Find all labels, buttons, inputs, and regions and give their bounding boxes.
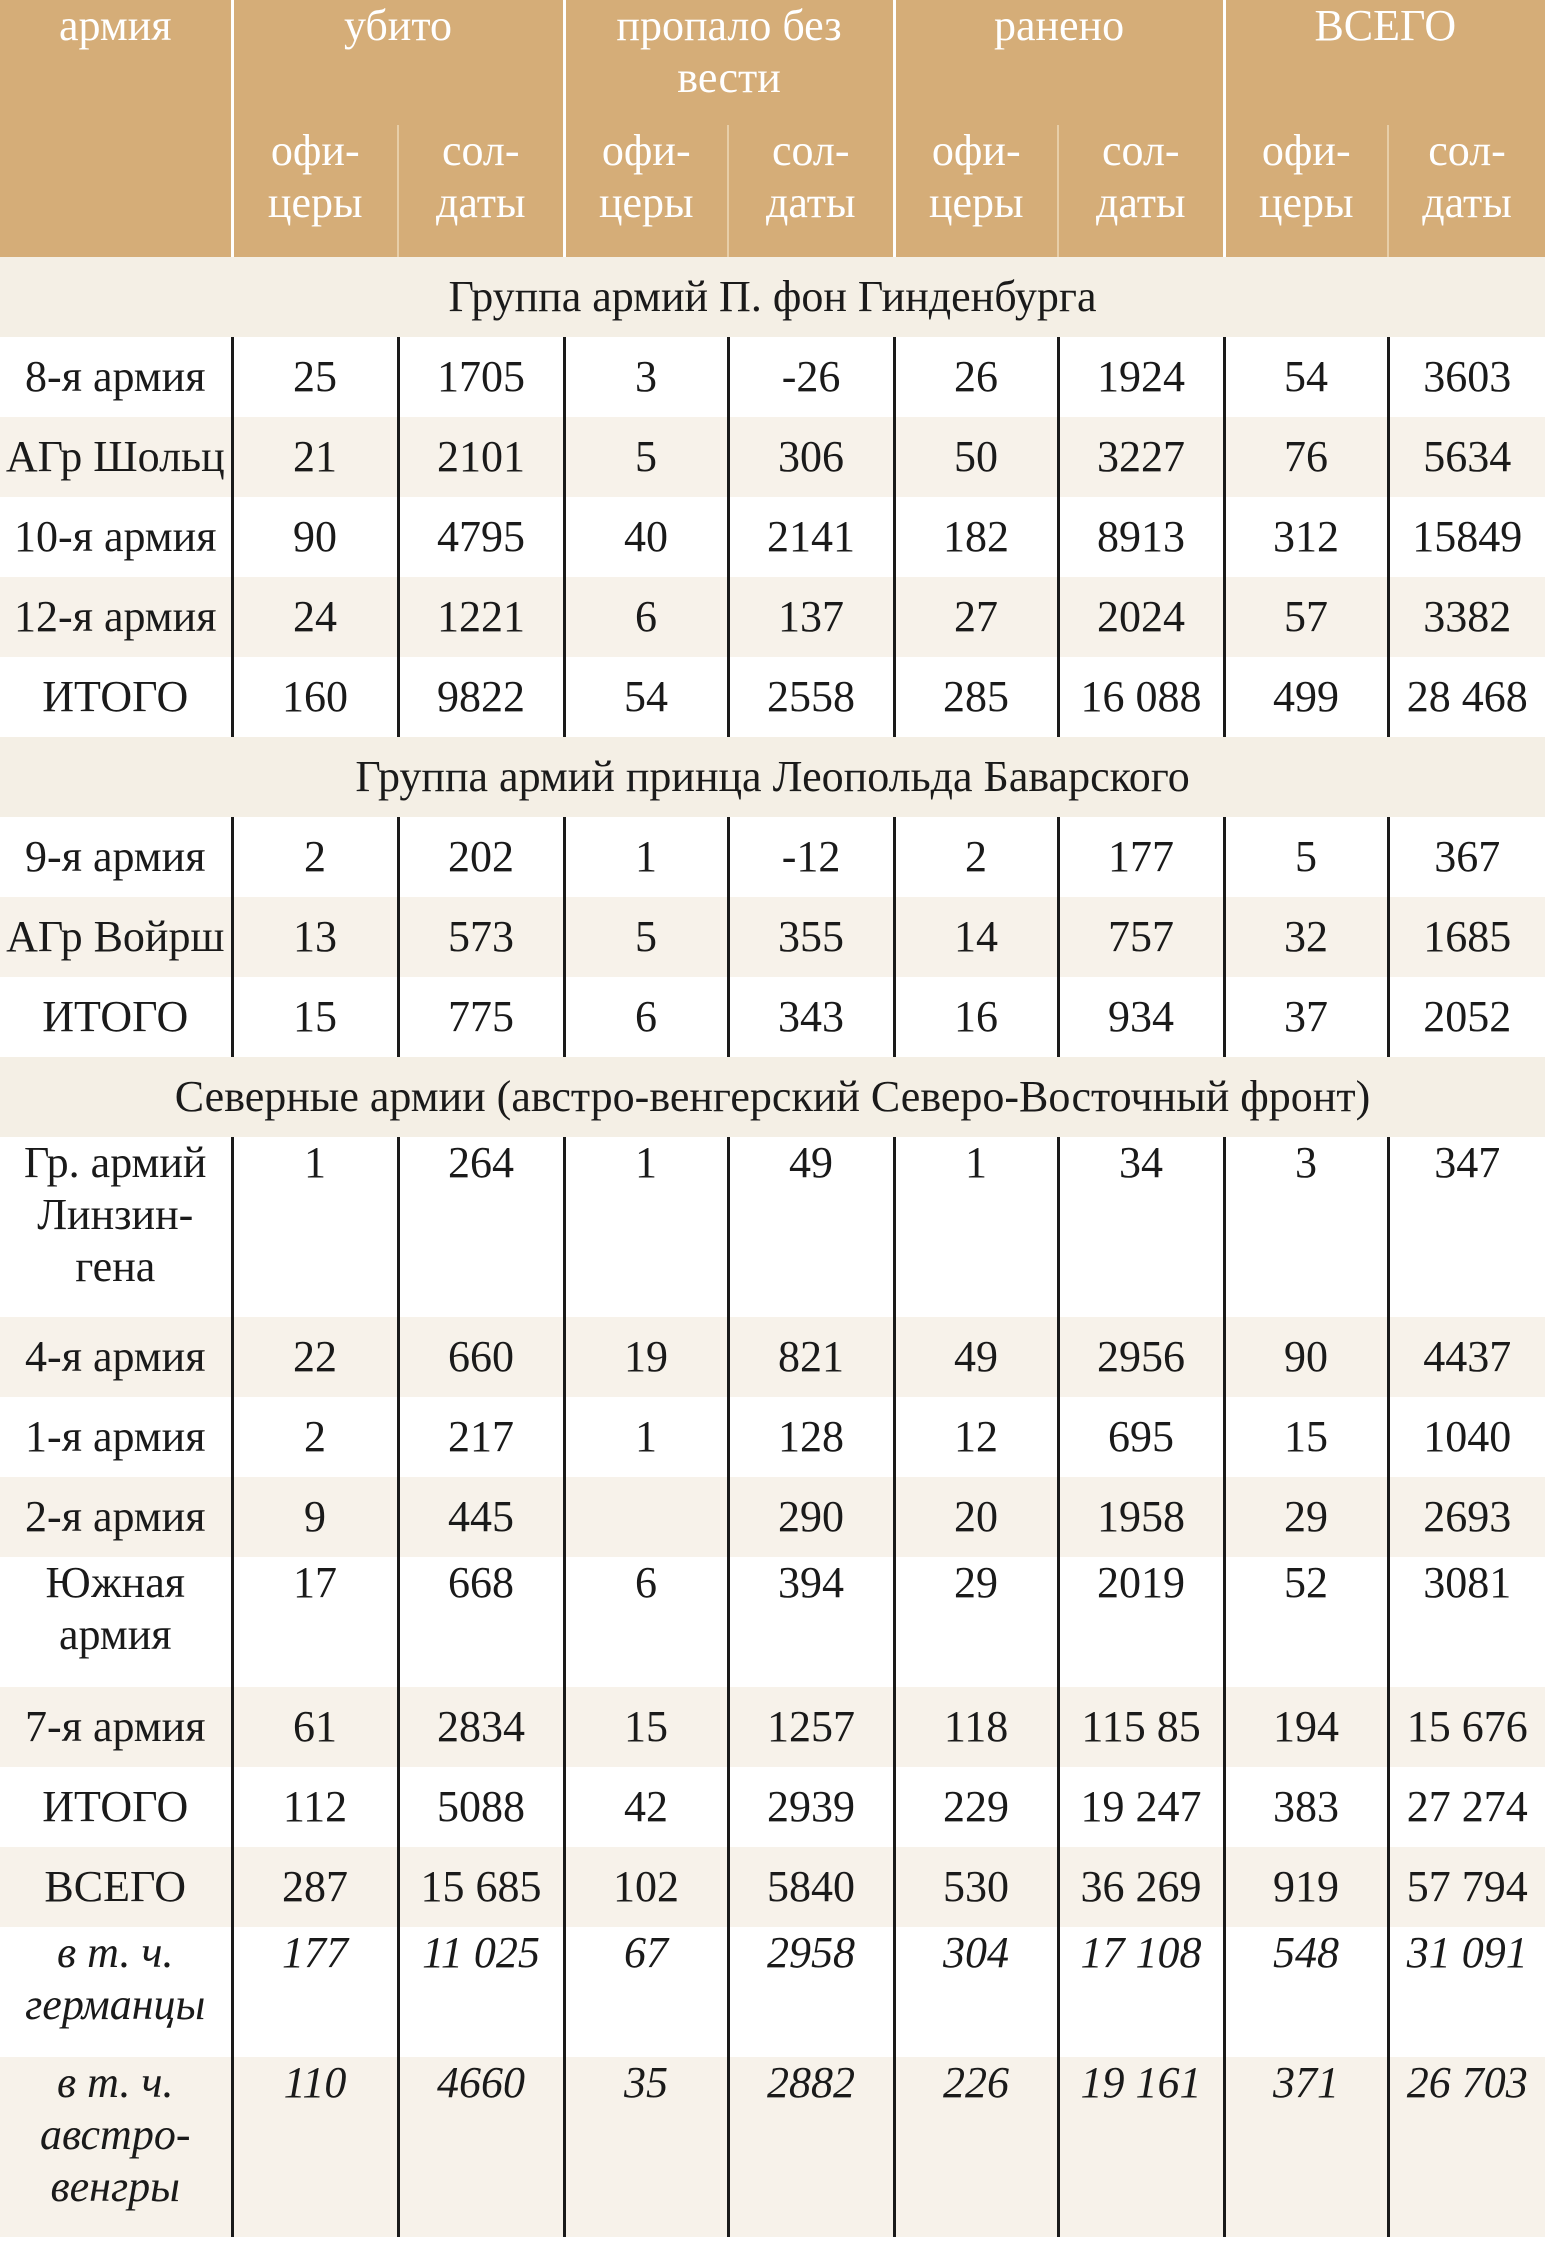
soldiers-value-cell: 16 088 <box>1058 657 1224 737</box>
officers-value-cell: 9 <box>232 1477 398 1557</box>
soldiers-value-cell: 2882 <box>728 2057 894 2237</box>
officers-value-cell: 22 <box>232 1317 398 1397</box>
officers-value-cell: 54 <box>564 657 728 737</box>
soldiers-value-cell: 15849 <box>1388 497 1545 577</box>
header-officers: офи- церы <box>232 125 398 257</box>
soldiers-value-cell: 217 <box>398 1397 564 1477</box>
officers-value-cell: 2 <box>232 817 398 897</box>
table-row <box>0 1847 1545 1927</box>
soldiers-value-cell: 1924 <box>1058 337 1224 417</box>
officers-value-cell: 15 <box>564 1687 728 1767</box>
officers-value-cell: 194 <box>1224 1687 1388 1767</box>
soldiers-value-cell: 343 <box>728 977 894 1057</box>
officers-value-cell: 6 <box>564 1557 728 1687</box>
officers-value-cell: 285 <box>894 657 1058 737</box>
officers-value-cell: 2 <box>894 817 1058 897</box>
officers-value-cell: 499 <box>1224 657 1388 737</box>
officers-value-cell: 17 <box>232 1557 398 1687</box>
soldiers-value-cell: 57 794 <box>1388 1847 1545 1927</box>
officers-value-cell: 54 <box>1224 337 1388 417</box>
officers-value-cell: 3 <box>1224 1137 1388 1317</box>
officers-value-cell: 76 <box>1224 417 1388 497</box>
soldiers-value-cell: 660 <box>398 1317 564 1397</box>
officers-value-cell: 42 <box>564 1767 728 1847</box>
header-officers: офи- церы <box>1224 125 1388 257</box>
officers-value-cell: 15 <box>1224 1397 1388 1477</box>
army-name-cell: ИТОГО <box>42 672 189 721</box>
officers-value-cell: 287 <box>232 1847 398 1927</box>
soldiers-value-cell: -26 <box>728 337 894 417</box>
officers-value-cell: 57 <box>1224 577 1388 657</box>
group-title: Группа армий П. фон Гинденбурга <box>0 257 1545 337</box>
officers-value-cell: 383 <box>1224 1767 1388 1847</box>
soldiers-value-cell: 394 <box>728 1557 894 1687</box>
officers-value-cell: 13 <box>232 897 398 977</box>
table-header <box>0 0 1545 257</box>
table-body <box>0 257 1545 2237</box>
army-name-cell: ИТОГО <box>42 1782 189 1831</box>
army-name-cell: 2-я армия <box>0 1477 232 1557</box>
officers-value-cell: 102 <box>564 1847 728 1927</box>
soldiers-value-cell: 2019 <box>1058 1557 1224 1687</box>
officers-value-cell: 20 <box>894 1477 1058 1557</box>
soldiers-value-cell: 2834 <box>398 1687 564 1767</box>
army-name-cell: Южная армия <box>45 1558 185 1659</box>
soldiers-value-cell: 1685 <box>1388 897 1545 977</box>
soldiers-value-cell: 573 <box>398 897 564 977</box>
soldiers-value-cell: 49 <box>728 1137 894 1317</box>
soldiers-value-cell: 4660 <box>398 2057 564 2237</box>
officers-value-cell: 32 <box>1224 897 1388 977</box>
officers-value-cell: 1 <box>232 1137 398 1317</box>
table-row <box>0 1477 1545 1557</box>
officers-value-cell: 90 <box>232 497 398 577</box>
officers-value-cell: 1 <box>564 817 728 897</box>
officers-value-cell: 35 <box>564 2057 728 2237</box>
soldiers-value-cell: 5840 <box>728 1847 894 1927</box>
officers-value-cell: 110 <box>232 2057 398 2237</box>
soldiers-value-cell: 3603 <box>1388 337 1545 417</box>
officers-value-cell: 312 <box>1224 497 1388 577</box>
soldiers-value-cell: 668 <box>398 1557 564 1687</box>
soldiers-value-cell: 31 091 <box>1388 1927 1545 2057</box>
officers-value-cell: 548 <box>1224 1927 1388 2057</box>
soldiers-value-cell: 2693 <box>1388 1477 1545 1557</box>
soldiers-value-cell: 128 <box>728 1397 894 1477</box>
soldiers-value-cell: -12 <box>728 817 894 897</box>
soldiers-value-cell: 1705 <box>398 337 564 417</box>
soldiers-value-cell: 19 161 <box>1058 2057 1224 2237</box>
table-row <box>0 497 1545 577</box>
header-missing: пропало без вести <box>564 0 894 125</box>
army-name-cell: 12-я армия <box>0 577 232 657</box>
officers-value-cell: 6 <box>564 977 728 1057</box>
table-row <box>0 1397 1545 1477</box>
army-name-cell: 4-я армия <box>0 1317 232 1397</box>
soldiers-value-cell: 1958 <box>1058 1477 1224 1557</box>
group-header-row <box>0 257 1545 337</box>
officers-value-cell: 40 <box>564 497 728 577</box>
header-killed: убито <box>232 0 564 125</box>
soldiers-value-cell: 2939 <box>728 1767 894 1847</box>
soldiers-value-cell: 34 <box>1058 1137 1224 1317</box>
soldiers-value-cell: 1040 <box>1388 1397 1545 1477</box>
soldiers-value-cell: 15 685 <box>398 1847 564 1927</box>
officers-value-cell: 50 <box>894 417 1058 497</box>
soldiers-value-cell: 1221 <box>398 577 564 657</box>
header-officers: офи- церы <box>564 125 728 257</box>
soldiers-value-cell: 15 676 <box>1388 1687 1545 1767</box>
officers-value-cell: 177 <box>232 1927 398 2057</box>
table-row <box>0 2057 1545 2237</box>
header-soldiers: сол- даты <box>398 125 564 257</box>
soldiers-value-cell: 202 <box>398 817 564 897</box>
officers-value-cell: 61 <box>232 1687 398 1767</box>
soldiers-value-cell: 2558 <box>728 657 894 737</box>
soldiers-value-cell: 5088 <box>398 1767 564 1847</box>
officers-value-cell: 24 <box>232 577 398 657</box>
officers-value-cell: 27 <box>894 577 1058 657</box>
soldiers-value-cell: 17 108 <box>1058 1927 1224 2057</box>
officers-value-cell: 1 <box>564 1137 728 1317</box>
soldiers-value-cell: 26 703 <box>1388 2057 1545 2237</box>
header-soldiers: сол- даты <box>1058 125 1224 257</box>
officers-value-cell: 16 <box>894 977 1058 1057</box>
officers-value-cell: 26 <box>894 337 1058 417</box>
soldiers-value-cell: 27 274 <box>1388 1767 1545 1847</box>
soldiers-value-cell: 19 247 <box>1058 1767 1224 1847</box>
soldiers-value-cell: 2052 <box>1388 977 1545 1057</box>
officers-value-cell: 112 <box>232 1767 398 1847</box>
officers-value-cell: 19 <box>564 1317 728 1397</box>
officers-value-cell: 371 <box>1224 2057 1388 2237</box>
soldiers-value-cell: 347 <box>1388 1137 1545 1317</box>
header-wounded: ранено <box>894 0 1224 125</box>
table-row <box>0 1687 1545 1767</box>
group-title: Северные армии (австро-венгерский Северо-Восточный фронт) <box>0 1057 1545 1137</box>
table-row <box>0 1767 1545 1847</box>
army-name-cell: 8-я армия <box>25 352 206 401</box>
officers-value-cell: 37 <box>1224 977 1388 1057</box>
group-title: Группа армий принца Леопольда Баварского <box>0 737 1545 817</box>
header-officers: офи- церы <box>894 125 1058 257</box>
officers-value-cell: 1 <box>564 1397 728 1477</box>
soldiers-value-cell: 9822 <box>398 657 564 737</box>
soldiers-value-cell: 821 <box>728 1317 894 1397</box>
soldiers-value-cell: 367 <box>1388 817 1545 897</box>
soldiers-value-cell: 8913 <box>1058 497 1224 577</box>
table-row <box>0 1137 1545 1317</box>
table-row <box>0 657 1545 737</box>
soldiers-value-cell: 757 <box>1058 897 1224 977</box>
soldiers-value-cell: 5634 <box>1388 417 1545 497</box>
army-name-cell: 10-я армия <box>14 512 217 561</box>
army-name-cell: АГр Шольц <box>0 417 232 497</box>
officers-value-cell: 14 <box>894 897 1058 977</box>
officers-value-cell <box>564 1477 728 1557</box>
officers-value-cell: 21 <box>232 417 398 497</box>
officers-value-cell: 3 <box>564 337 728 417</box>
soldiers-value-cell: 28 468 <box>1388 657 1545 737</box>
soldiers-value-cell: 11 025 <box>398 1927 564 2057</box>
officers-value-cell: 67 <box>564 1927 728 2057</box>
army-name-cell: в т. ч. австро- венгры <box>0 2057 232 2237</box>
soldiers-value-cell: 3382 <box>1388 577 1545 657</box>
header-total: ВСЕГО <box>1224 0 1545 125</box>
officers-value-cell: 304 <box>894 1927 1058 2057</box>
soldiers-value-cell: 775 <box>398 977 564 1057</box>
soldiers-value-cell: 1257 <box>728 1687 894 1767</box>
soldiers-value-cell: 3081 <box>1388 1557 1545 1687</box>
officers-value-cell: 49 <box>894 1317 1058 1397</box>
soldiers-value-cell: 290 <box>728 1477 894 1557</box>
soldiers-value-cell: 2101 <box>398 417 564 497</box>
soldiers-value-cell: 3227 <box>1058 417 1224 497</box>
army-name-cell: 7-я армия <box>0 1687 232 1767</box>
officers-value-cell: 29 <box>1224 1477 1388 1557</box>
officers-value-cell: 5 <box>564 897 728 977</box>
soldiers-value-cell: 137 <box>728 577 894 657</box>
officers-value-cell: 530 <box>894 1847 1058 1927</box>
officers-value-cell: 118 <box>894 1687 1058 1767</box>
group-header-row <box>0 737 1545 817</box>
officers-value-cell: 15 <box>232 977 398 1057</box>
soldiers-value-cell: 177 <box>1058 817 1224 897</box>
officers-value-cell: 90 <box>1224 1317 1388 1397</box>
officers-value-cell: 182 <box>894 497 1058 577</box>
officers-value-cell: 2 <box>232 1397 398 1477</box>
soldiers-value-cell: 2958 <box>728 1927 894 2057</box>
header-army: армия <box>0 0 232 257</box>
army-name-cell: 9-я армия <box>25 832 206 881</box>
table-row <box>0 977 1545 1057</box>
army-name-cell: ИТОГО <box>42 992 189 1041</box>
header-soldiers: сол- даты <box>728 125 894 257</box>
officers-value-cell: 6 <box>564 577 728 657</box>
officers-value-cell: 52 <box>1224 1557 1388 1687</box>
group-header-row <box>0 1057 1545 1137</box>
officers-value-cell: 25 <box>232 337 398 417</box>
table-row <box>0 1317 1545 1397</box>
table-row <box>0 1927 1545 2057</box>
officers-value-cell: 1 <box>894 1137 1058 1317</box>
army-name-cell: Гр. армий Линзин- гена <box>24 1138 207 1291</box>
soldiers-value-cell: 2024 <box>1058 577 1224 657</box>
table-row <box>0 417 1545 497</box>
header-soldiers: сол- даты <box>1388 125 1545 257</box>
officers-value-cell: 5 <box>564 417 728 497</box>
table-row <box>0 897 1545 977</box>
table-row <box>0 337 1545 417</box>
soldiers-value-cell: 695 <box>1058 1397 1224 1477</box>
soldiers-value-cell: 2956 <box>1058 1317 1224 1397</box>
army-name-cell: 1-я армия <box>25 1412 206 1461</box>
army-name-cell: АГр Войрш <box>0 897 232 977</box>
army-name-cell: в т. ч. германцы <box>25 1928 206 2029</box>
officers-value-cell: 12 <box>894 1397 1058 1477</box>
soldiers-value-cell: 115 85 <box>1058 1687 1224 1767</box>
soldiers-value-cell: 36 269 <box>1058 1847 1224 1927</box>
soldiers-value-cell: 264 <box>398 1137 564 1317</box>
table-row <box>0 577 1545 657</box>
officers-value-cell: 226 <box>894 2057 1058 2237</box>
table-row <box>0 1557 1545 1687</box>
officers-value-cell: 919 <box>1224 1847 1388 1927</box>
soldiers-value-cell: 2141 <box>728 497 894 577</box>
soldiers-value-cell: 934 <box>1058 977 1224 1057</box>
officers-value-cell: 160 <box>232 657 398 737</box>
soldiers-value-cell: 4795 <box>398 497 564 577</box>
soldiers-value-cell: 4437 <box>1388 1317 1545 1397</box>
soldiers-value-cell: 306 <box>728 417 894 497</box>
table-row <box>0 817 1545 897</box>
officers-value-cell: 5 <box>1224 817 1388 897</box>
army-name-cell: ВСЕГО <box>0 1847 232 1927</box>
soldiers-value-cell: 445 <box>398 1477 564 1557</box>
officers-value-cell: 229 <box>894 1767 1058 1847</box>
officers-value-cell: 29 <box>894 1557 1058 1687</box>
soldiers-value-cell: 355 <box>728 897 894 977</box>
